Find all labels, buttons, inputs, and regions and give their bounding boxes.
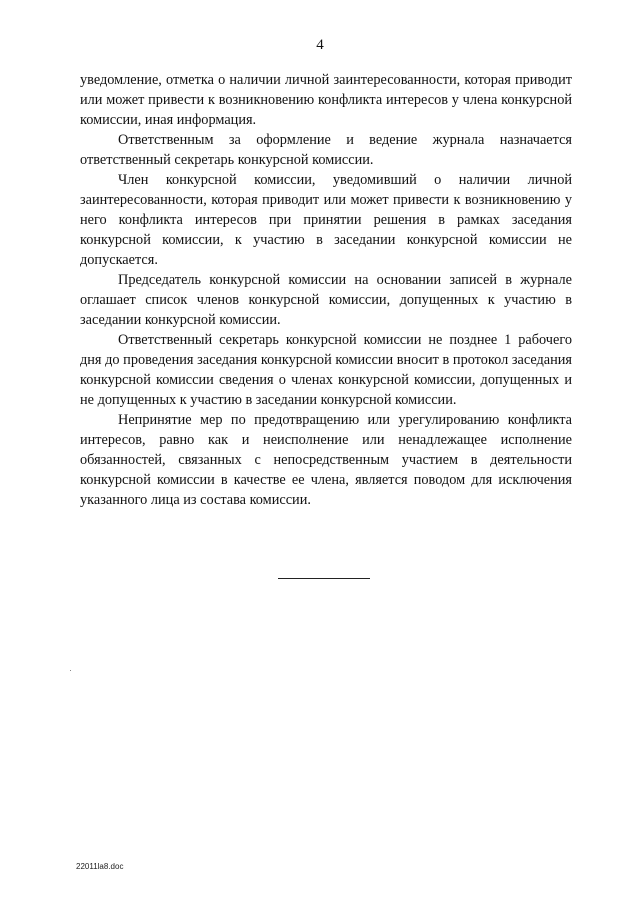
footer-filename: 22011la8.doc [76, 862, 124, 871]
paragraph-member-exclusion: Член конкурсной комиссии, уведомивший о наличии личной заинтересованности, которая приводит или может привести к возникновению у него конфликта интересов при принятии решения в рамках заседания конкурсной комиссии, к участию в заседании конкурсной комиссии не допускается. [80, 172, 572, 268]
paragraph-chairman-announcement: Председатель конкурсной комиссии на основании записей в журнале оглашает список членов конкурсной комиссии, допущенных к участию в заседании конкурсной комиссии. [80, 272, 572, 328]
paragraph-journal-responsible: Ответственным за оформление и ведение журнала назначается ответственный секретарь конкурсной комиссии. [80, 132, 572, 168]
paragraph-continuation: уведомление, отметка о наличии личной заинтересованности, которая приводит или может привести к возникновению конфликта интересов у члена конкурсной комиссии, иная информация. [80, 72, 572, 128]
margin-mark [70, 670, 71, 671]
closing-rule [278, 578, 370, 579]
paragraph-non-compliance: Непринятие мер по предотвращению или урегулированию конфликта интересов, равно как и неисполнение или ненадлежащее исполнение обязанностей, связанных с непосредственным участием в деятельности конкурсной комиссии в качестве ее члена, является поводом для исключения указанного лица из состава комиссии. [80, 412, 572, 508]
page-number: 4 [316, 37, 324, 53]
paragraph-secretary-protocol: Ответственный секретарь конкурсной комиссии не позднее 1 рабочего дня до проведения заседания конкурсной комиссии вносит в протокол заседания конкурсной комиссии сведения о членах конкурсной комиссии, допущенных и не допущенных к участию в заседании конкурсной комиссии. [80, 332, 572, 408]
document-body [80, 70, 572, 510]
